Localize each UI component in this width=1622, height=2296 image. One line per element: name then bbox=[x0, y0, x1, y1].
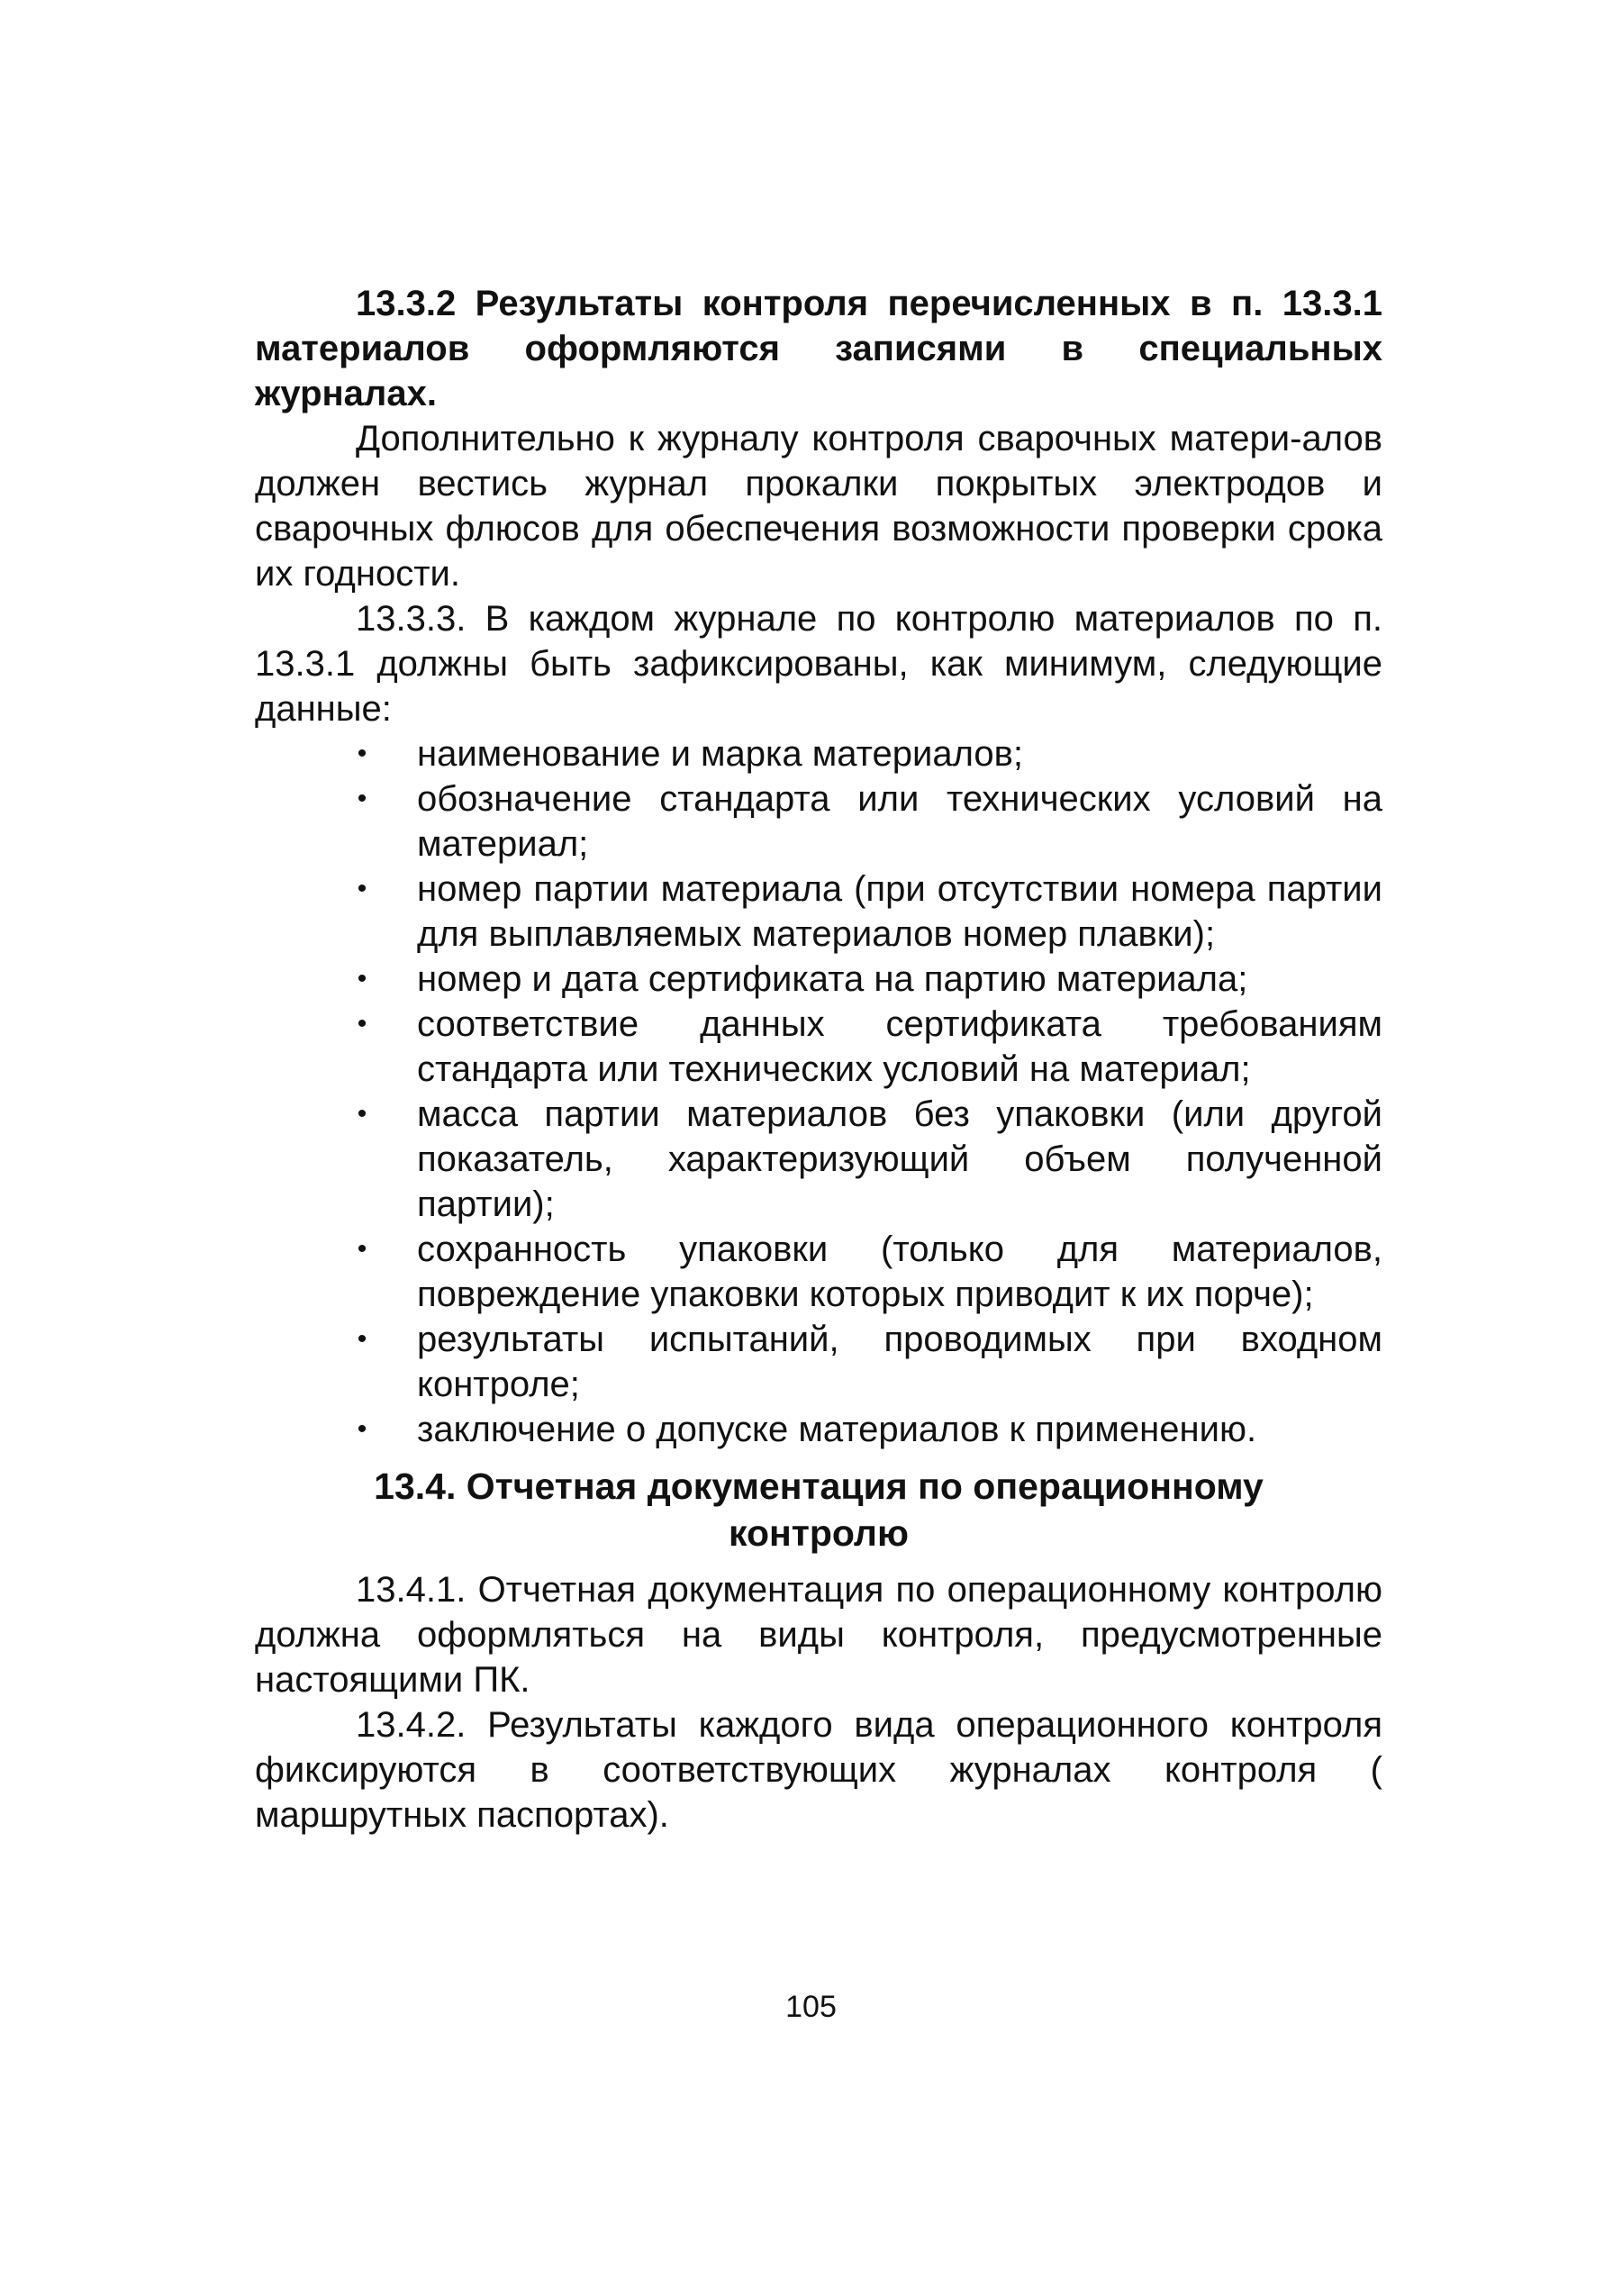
paragraph-additional-text: Дополнительно к журналу контроля сварочных матери-алов должен вестись журнал прокалки покрытых электродов и сварочных флюсов для обеспечения возможности проверки срока их годности. bbox=[255, 419, 1382, 594]
section-heading-line-2: контролю bbox=[729, 1512, 909, 1554]
list-item bbox=[357, 957, 1382, 1002]
paragraph-13-3-2 bbox=[255, 281, 1382, 416]
list-item-text: соответствие данных сертификата требованиям стандарта или технических условий на материал; bbox=[417, 1004, 1382, 1089]
list-item-text: результаты испытаний, проводимых при входном контроле; bbox=[417, 1320, 1382, 1404]
paragraph-additional bbox=[255, 416, 1382, 596]
list-item bbox=[357, 731, 1382, 776]
bullet-icon: • bbox=[357, 964, 367, 994]
list-item-text: масса партии материалов без упаковки (или другой показатель, характеризующий объем полученной партии); bbox=[417, 1094, 1382, 1224]
bullet-icon: • bbox=[357, 739, 367, 768]
list-item bbox=[357, 1407, 1382, 1452]
list-item bbox=[357, 867, 1382, 957]
list-item bbox=[357, 1002, 1382, 1092]
bullet-icon: • bbox=[357, 1234, 367, 1264]
bullet-icon: • bbox=[357, 874, 367, 903]
bullet-icon: • bbox=[357, 1099, 367, 1129]
paragraph-13-3-3-text: 13.3.3. В каждом журнале по контролю материалов по п. 13.3.1 должны быть зафиксированы, как минимум, следующие данные: bbox=[255, 599, 1382, 729]
list-item-text: номер и дата сертификата на партию материала; bbox=[417, 959, 1248, 999]
paragraph-13-3-3 bbox=[255, 596, 1382, 731]
journal-data-list bbox=[255, 731, 1382, 1452]
list-item bbox=[357, 776, 1382, 867]
list-item-text: сохранность упаковки (только для материалов, повреждение упаковки которых приводит к их порче); bbox=[417, 1230, 1382, 1314]
list-item bbox=[357, 1092, 1382, 1227]
section-heading-line-1: 13.4. Отчетная документация по операционному bbox=[374, 1466, 1264, 1507]
paragraph-13-4-1 bbox=[255, 1567, 1382, 1702]
document-page bbox=[255, 281, 1382, 1838]
bullet-icon: • bbox=[357, 784, 367, 813]
list-item-text: наименование и марка материалов; bbox=[417, 734, 1024, 774]
bullet-icon: • bbox=[357, 1324, 367, 1354]
paragraph-13-4-2 bbox=[255, 1702, 1382, 1838]
list-item-text: заключение о допуске материалов к применению. bbox=[417, 1410, 1257, 1449]
list-item-text: номер партии материала (при отсутствии номера партии для выплавляемых материалов номер плавки); bbox=[417, 869, 1382, 954]
paragraph-13-3-2-text: 13.3.2 Результаты контроля перечисленных в п. 13.3.1 материалов оформляются записями в специальных журналах. bbox=[255, 284, 1382, 413]
page-number: 105 bbox=[785, 1990, 837, 2024]
list-item bbox=[357, 1227, 1382, 1317]
paragraph-13-4-1-text: 13.4.1. Отчетная документация по операционному контролю должна оформляться на виды контроля, предусмотренные настоящими ПК. bbox=[255, 1570, 1382, 1700]
bullet-icon: • bbox=[357, 1009, 367, 1039]
paragraph-13-4-2-text: 13.4.2. Результаты каждого вида операционного контроля фиксируются в соответствующих журналах контроля ( маршрутных паспортах). bbox=[255, 1705, 1382, 1835]
list-item-text: обозначение стандарта или технических условий на материал; bbox=[417, 779, 1382, 864]
section-heading-13-4 bbox=[255, 1463, 1382, 1556]
list-item bbox=[357, 1317, 1382, 1407]
bullet-icon: • bbox=[357, 1414, 367, 1444]
